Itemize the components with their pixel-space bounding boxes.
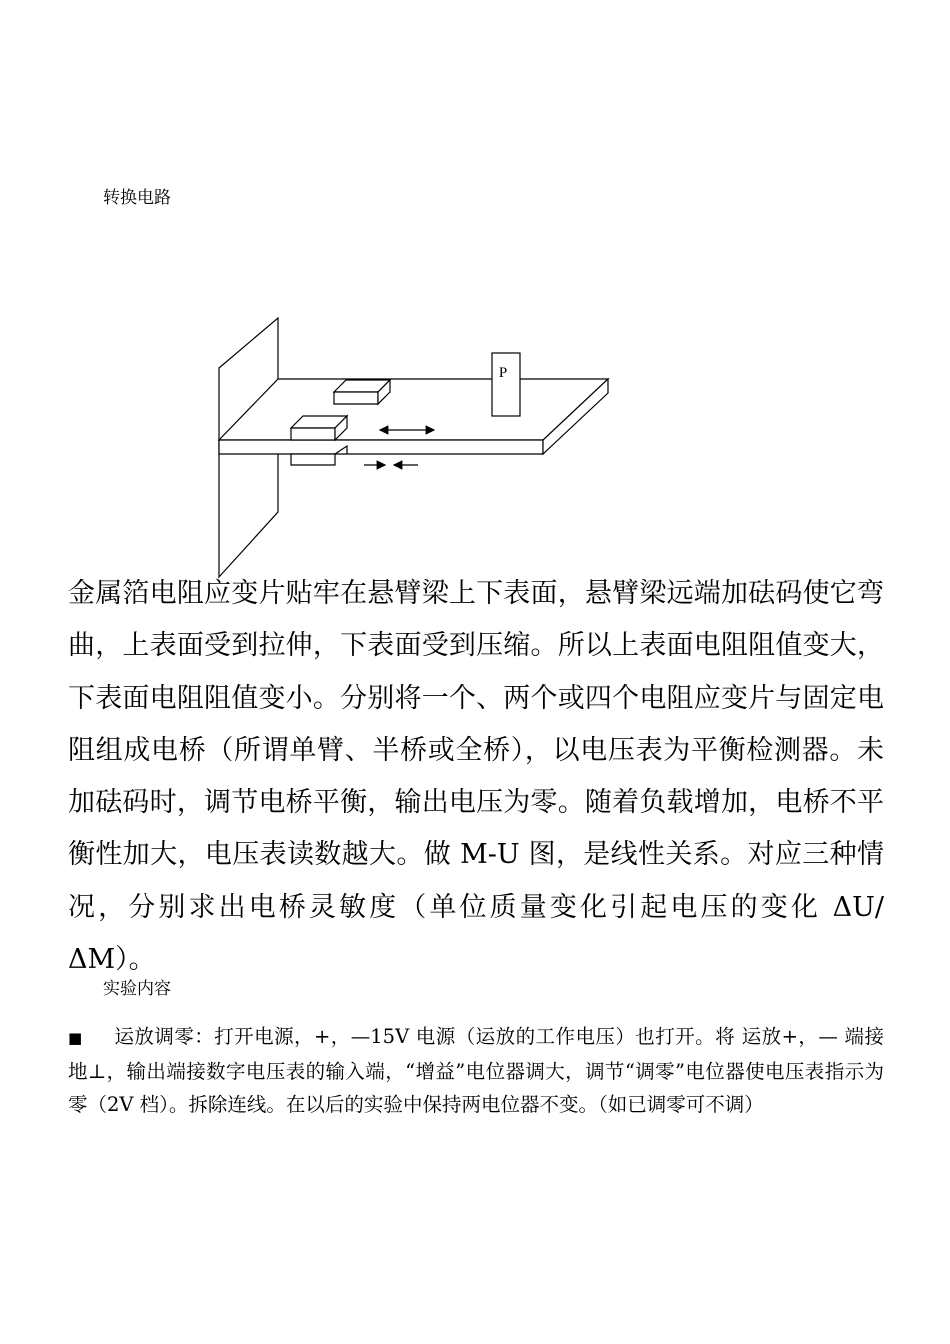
experiment-title: 实验内容	[103, 979, 171, 999]
beam-front	[219, 440, 543, 454]
bullet-icon: ■	[68, 1029, 83, 1047]
step-text: 运放调零：打开电源，+，—15V 电源（运放的工作电压）也打开。将 运放+，— 端接地⊥，输出端接数字电压表的输入端，“增益”电位器调大，调节“调零”电位器使电压表指示为零（2V 档）。拆除连线。在以后的实验中保持两电位器不变。（如已调零可不调）	[68, 1025, 884, 1116]
weight-block	[492, 353, 520, 416]
step-zero-adjust	[68, 1020, 884, 1121]
cantilever-beam-diagram	[200, 310, 620, 590]
weight-label: P	[498, 365, 508, 381]
description-paragraph: 金属箔电阻应变片贴牢在悬臂梁上下表面，悬臂梁远端加砝码使它弯曲，上表面受到拉伸，下表面受到压缩。所以上表面电阻阻值变大，下表面电阻阻值变小。分别将一个、两个或四个电阻应变片与固定电阻组成电桥（所谓单臂、半桥或全桥），以电压表为平衡检测器。未加砝码时，调节电桥平衡，输出电压为零。随着负载增加，电桥不平衡性加大，电压表读数越大。做 M-U 图，是线性关系。对应三种情况，分别求出电桥灵敏度（单位质量变化引起电压的变化 ΔU/ΔM）。	[68, 578, 884, 976]
strain-gauge-bottom	[291, 454, 335, 465]
section-title: 转换电路	[103, 188, 171, 208]
beam-top	[219, 379, 608, 440]
